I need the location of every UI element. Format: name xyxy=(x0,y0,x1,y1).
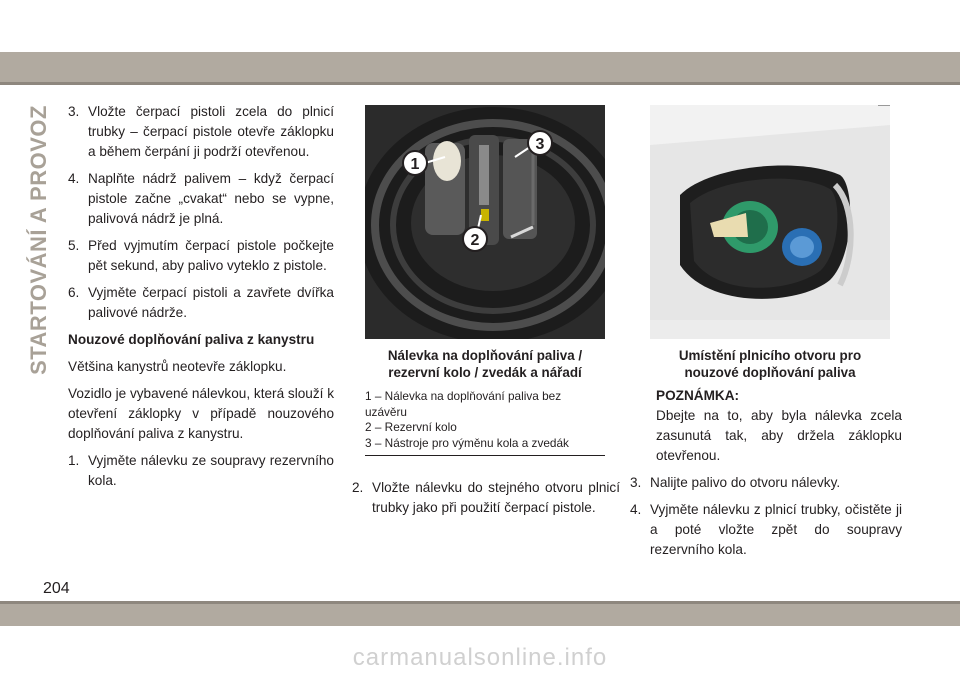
list-item-text: Vyjměte nálevku z plnicí trubky, očistěte ji a poté vložte zpět do soupravy rezervního kola. xyxy=(650,502,902,557)
list-item-text: Vložte nálevku do stejného otvoru plnicí trubky jako při použití čerpací pistole. xyxy=(372,480,620,515)
note-heading: POZNÁMKA: xyxy=(656,388,740,403)
list-item-number: 3. xyxy=(630,475,642,490)
callout-2-label: 2 xyxy=(470,232,480,249)
list-item-number: 3. xyxy=(68,104,80,119)
list-item xyxy=(68,236,334,276)
footer-band xyxy=(0,604,960,626)
section-side-tab xyxy=(22,100,56,380)
legend-divider xyxy=(365,455,605,456)
list-item xyxy=(68,451,334,491)
list-item-text: Nalijte palivo do otvoru nálevky. xyxy=(650,475,841,490)
list-item-number: 6. xyxy=(68,285,80,300)
list-item-number: 1. xyxy=(68,453,80,468)
list-item-number: 5. xyxy=(68,238,80,253)
fuel-filler-photo xyxy=(650,105,890,339)
list-item xyxy=(68,283,334,323)
watermark: carmanualsonline.info xyxy=(352,644,608,671)
header-band-line xyxy=(0,82,960,85)
list-item-text: Vyjměte nálevku ze soupravy rezervního kola. xyxy=(88,453,334,488)
callout-1-label: 1 xyxy=(410,156,420,173)
callout-3-label: 3 xyxy=(535,136,545,153)
section-heading: Nouzové doplňování paliva z kanystru xyxy=(68,332,315,347)
list-item xyxy=(630,473,902,493)
legend-item: 3 – Nástroje pro výměnu kola a zvedák xyxy=(365,435,569,450)
section-side-tab-label: STARTOVÁNÍ A PROVOZ xyxy=(26,105,52,375)
list-item-number: 4. xyxy=(68,171,80,186)
page-number: 204 xyxy=(43,580,70,597)
paragraph: Vozidlo je vybavené nálevkou, která slouží k otevření záklopky v případě nouzového doplňování paliva z kanystru. xyxy=(68,386,334,441)
list-item xyxy=(68,169,334,229)
text-column-1 xyxy=(68,102,334,498)
text-column-3 xyxy=(630,386,902,567)
figure-1-legend xyxy=(365,389,605,451)
list-item-text: Vložte čerpací pistoli zcela do plnicí trubky – čerpací pistole otevře záklopku a během čerpání ji podrží otevřenou. xyxy=(88,104,334,159)
note-body: Dbejte na to, aby byla nálevka zcela zasunutá tak, aby držela záklopku otevřenou. xyxy=(656,408,902,463)
figure-1-caption: Nálevka na doplňování paliva / rezervní kolo / zvedák a nářadí xyxy=(387,348,583,380)
legend-item: 1 – Nálevka na doplňování paliva bez uzávěru xyxy=(365,389,562,419)
list-item-text: Před vyjmutím čerpací pistole počkejte pět sekund, aby palivo vyteklo z pistole. xyxy=(88,238,334,273)
text-column-2 xyxy=(352,478,620,525)
list-item xyxy=(352,478,620,518)
header-band xyxy=(0,52,960,82)
legend-item: 2 – Rezervní kolo xyxy=(365,420,457,434)
paragraph: Většina kanystrů neotevře záklopku. xyxy=(68,359,287,374)
list-item-text: Vyjměte čerpací pistoli a zavřete dvířka palivové nádrže. xyxy=(88,285,334,320)
figure-2-caption: Umístění plnicího otvoru pro nouzové doplňování paliva xyxy=(678,348,862,380)
list-item xyxy=(630,500,902,560)
spare-wheel-illustration xyxy=(365,105,605,339)
list-item-text: Naplňte nádrž palivem – když čerpací pistole začne „cvakat“ nebo se vypne, palivová nádrž je plná. xyxy=(88,171,334,226)
spare-wheel-photo xyxy=(365,105,605,339)
fuel-filler-illustration xyxy=(650,105,890,339)
list-item-number: 4. xyxy=(630,502,642,517)
list-item-number: 2. xyxy=(352,480,364,495)
list-item xyxy=(68,102,334,162)
